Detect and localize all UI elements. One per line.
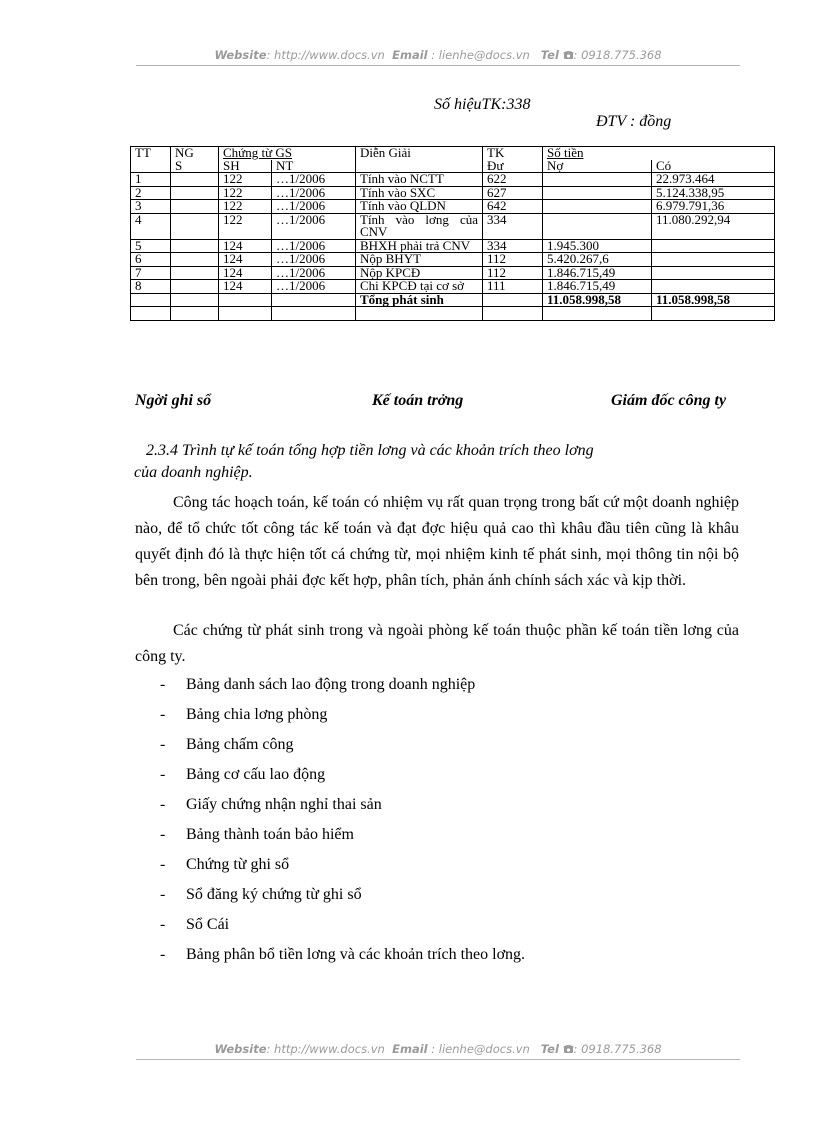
cell-debit (543, 186, 652, 200)
list-item (160, 884, 525, 914)
list-item (160, 704, 525, 734)
list-item-text: Bảng cơ cấu lao động (186, 766, 326, 783)
email-value[interactable]: : lienhe@docs.vn (427, 1042, 530, 1056)
cell-tk: 627 (483, 186, 543, 200)
cell-nt: …1/2006 (272, 173, 356, 187)
table-row (131, 266, 775, 280)
col-ngs-2: S (171, 160, 219, 173)
cell-credit: 5.124.338,95 (652, 186, 775, 200)
table-row (131, 239, 775, 253)
total-credit: 11.058.998,58 (652, 293, 775, 307)
cell-nt: …1/2006 (272, 200, 356, 214)
bullet-dash: - (160, 916, 166, 933)
cell-ngs (171, 213, 219, 239)
website-label: Website (214, 1042, 267, 1056)
cell-nt: …1/2006 (272, 253, 356, 267)
col-ngs: NG (171, 147, 219, 160)
bullet-dash: - (160, 826, 166, 843)
section-heading-line2: của doanh nghiệp. (134, 464, 253, 481)
cell-tt: 5 (131, 239, 171, 253)
list-item-text: Giấy chứng nhận nghỉ thai sản (186, 796, 382, 813)
cell-tt: 3 (131, 200, 171, 214)
col-desc: Diễn Giải (356, 147, 483, 160)
cell-debit: 1.846.715,49 (543, 280, 652, 294)
section-heading (134, 440, 736, 484)
ledger-table (130, 146, 775, 321)
bullet-dash: - (160, 706, 166, 723)
cell-debit: 1.945.300 (543, 239, 652, 253)
cell-ngs (171, 253, 219, 267)
cell-nt: …1/2006 (272, 213, 356, 239)
table-header-row (131, 147, 775, 160)
cell-credit: 11.080.292,94 (652, 213, 775, 239)
col-tt: TT (131, 147, 171, 160)
sig-chief-accountant: Kế toán trởng (372, 392, 464, 409)
list-item (160, 674, 525, 704)
cell-tk: 111 (483, 280, 543, 294)
list-item-text: Bảng chấm công (186, 736, 294, 753)
bullet-dash: - (160, 946, 166, 963)
col-debit: Nợ (543, 160, 652, 173)
col-amount: Số tiền (543, 147, 775, 160)
cell-credit: 22.973.464 (652, 173, 775, 187)
cell-tk: 642 (483, 200, 543, 214)
list-item-text: Sổ đăng ký chứng từ ghi sổ (186, 886, 362, 903)
list-item (160, 824, 525, 854)
cell-sh: 122 (219, 173, 272, 187)
col-credit: Có (652, 160, 775, 173)
cell-tk: 334 (483, 213, 543, 239)
list-item-text: Bảng chia lơng phòng (186, 706, 328, 723)
list-item-text: Chứng từ ghi sổ (186, 856, 290, 873)
total-row (131, 293, 775, 307)
cell-credit (652, 266, 775, 280)
cell-desc: Nộp KPCĐ (356, 266, 483, 280)
cell-sh: 124 (219, 253, 272, 267)
cell-desc: Tính vào NCTT (356, 173, 483, 187)
cell-nt: …1/2006 (272, 239, 356, 253)
paragraph-1: Công tác hoạch toán, kế toán có nhiệm vụ rất quan trọng trong bất cứ một doanh nghiệp nào, để tổ chức tốt công tác kế toán và đạt đợc hiệu quả cao thì khâu đầu tiên cũng là khâu quyết định đó là thực hiện tốt cá chứng từ, mọi nhiệm kinh tế phát sinh, mọi thông tin nội bộ bên trong, bên ngoài phải đợc kết hợp, phân tích, phản ánh chính sách xác và kịp thời. (135, 494, 739, 589)
cell-ngs (171, 186, 219, 200)
cell-tt: 1 (131, 173, 171, 187)
cell-debit (543, 213, 652, 239)
cell-nt: …1/2006 (272, 280, 356, 294)
list-item (160, 914, 525, 944)
sig-director: Giám đốc công ty (611, 392, 727, 409)
cell-tk: 334 (483, 239, 543, 253)
list-item-text: Sổ Cái (186, 916, 230, 933)
cell-tt: 8 (131, 280, 171, 294)
table-row (131, 280, 775, 294)
cell-sh: 122 (219, 213, 272, 239)
list-item-text: Bảng phân bổ tiền lơng và các khoản trích theo lơng. (186, 946, 526, 963)
table-row (131, 186, 775, 200)
email-value[interactable]: : lienhe@docs.vn (427, 48, 530, 62)
website-url[interactable]: : http://www.docs.vn (266, 1042, 385, 1056)
cell-debit: 5.420.267,6 (543, 253, 652, 267)
cell-credit (652, 239, 775, 253)
website-url[interactable]: : http://www.docs.vn (266, 48, 385, 62)
list-item (160, 794, 525, 824)
bullet-dash: - (160, 796, 166, 813)
account-title: Số hiệuTK:338 (434, 96, 531, 113)
table-subheader-row (131, 160, 775, 173)
col-tk: TK (483, 147, 543, 160)
cell-sh: 122 (219, 200, 272, 214)
cell-nt: …1/2006 (272, 186, 356, 200)
col-nt: NT (272, 160, 356, 173)
table-row (131, 253, 775, 267)
bullet-dash: - (160, 676, 166, 693)
cell-sh: 124 (219, 266, 272, 280)
cell-desc: BHXH phải trả CNV (356, 239, 483, 253)
cell-sh: 122 (219, 186, 272, 200)
total-label: Tổng phát sinh (356, 293, 483, 307)
list-item (160, 944, 525, 974)
cell-ngs (171, 173, 219, 187)
section-heading-line1: 2.3.4 Trình tự kế toán tổng hợp tiền lơng và các khoản trích theo lơng (146, 442, 594, 459)
cell-ngs (171, 280, 219, 294)
cell-nt: …1/2006 (272, 266, 356, 280)
cell-credit (652, 280, 775, 294)
col-voucher: Chứng từ GS (219, 147, 356, 160)
cell-sh: 124 (219, 280, 272, 294)
table-row (131, 173, 775, 187)
cell-debit (543, 173, 652, 187)
cell-tt: 7 (131, 266, 171, 280)
cell-desc: Chi KPCĐ tại cơ sở (356, 280, 483, 294)
cell-sh: 124 (219, 239, 272, 253)
cell-desc: Tính vào SXC (356, 186, 483, 200)
list-item-text: Bảng thành toán bảo hiểm (186, 826, 354, 843)
cell-desc: Tính vào lơng của CNV (356, 213, 483, 239)
col-tk-2: Đư (483, 160, 543, 173)
list-item (160, 854, 525, 884)
list-item-text: Bảng danh sách lao động trong doanh nghiệp (186, 676, 476, 693)
bullet-dash: - (160, 856, 166, 873)
cell-tt: 6 (131, 253, 171, 267)
cell-tt: 2 (131, 186, 171, 200)
cell-debit: 1.846.715,49 (543, 266, 652, 280)
document-list (160, 674, 525, 974)
cell-desc: Nộp BHYT (356, 253, 483, 267)
cell-debit (543, 200, 652, 214)
paragraph-2: Các chứng từ phát sinh trong và ngoài phòng kế toán thuộc phần kế toán tiền lơng của công ty. (135, 622, 739, 665)
page-footer (136, 1042, 740, 1060)
tel-label: Tel (540, 1042, 559, 1056)
email-label: Email (392, 48, 428, 62)
cell-tt: 4 (131, 213, 171, 239)
phone-icon (563, 1044, 574, 1054)
cell-desc: Tính vào QLDN (356, 200, 483, 214)
sig-bookkeeper: Ngời ghi sổ (135, 392, 212, 409)
list-item (160, 734, 525, 764)
phone-icon (563, 50, 574, 60)
website-label: Website (214, 48, 267, 62)
cell-tk: 112 (483, 266, 543, 280)
total-debit: 11.058.998,58 (543, 293, 652, 307)
currency-unit: ĐTV : đồng (596, 113, 672, 130)
table-row (131, 200, 775, 214)
col-sh: SH (219, 160, 272, 173)
cell-tk: 112 (483, 253, 543, 267)
tel-label: Tel (540, 48, 559, 62)
cell-credit: 6.979.791,36 (652, 200, 775, 214)
bullet-dash: - (160, 886, 166, 903)
empty-row (131, 307, 775, 321)
table-row (131, 213, 775, 239)
cell-tk: 622 (483, 173, 543, 187)
email-label: Email (392, 1042, 428, 1056)
list-item (160, 764, 525, 794)
page-header (136, 48, 740, 66)
cell-ngs (171, 266, 219, 280)
cell-credit (652, 253, 775, 267)
tel-value: : 0918.775.368 (573, 48, 662, 62)
bullet-dash: - (160, 736, 166, 753)
bullet-dash: - (160, 766, 166, 783)
tel-value: : 0918.775.368 (573, 1042, 662, 1056)
cell-ngs (171, 200, 219, 214)
cell-ngs (171, 239, 219, 253)
